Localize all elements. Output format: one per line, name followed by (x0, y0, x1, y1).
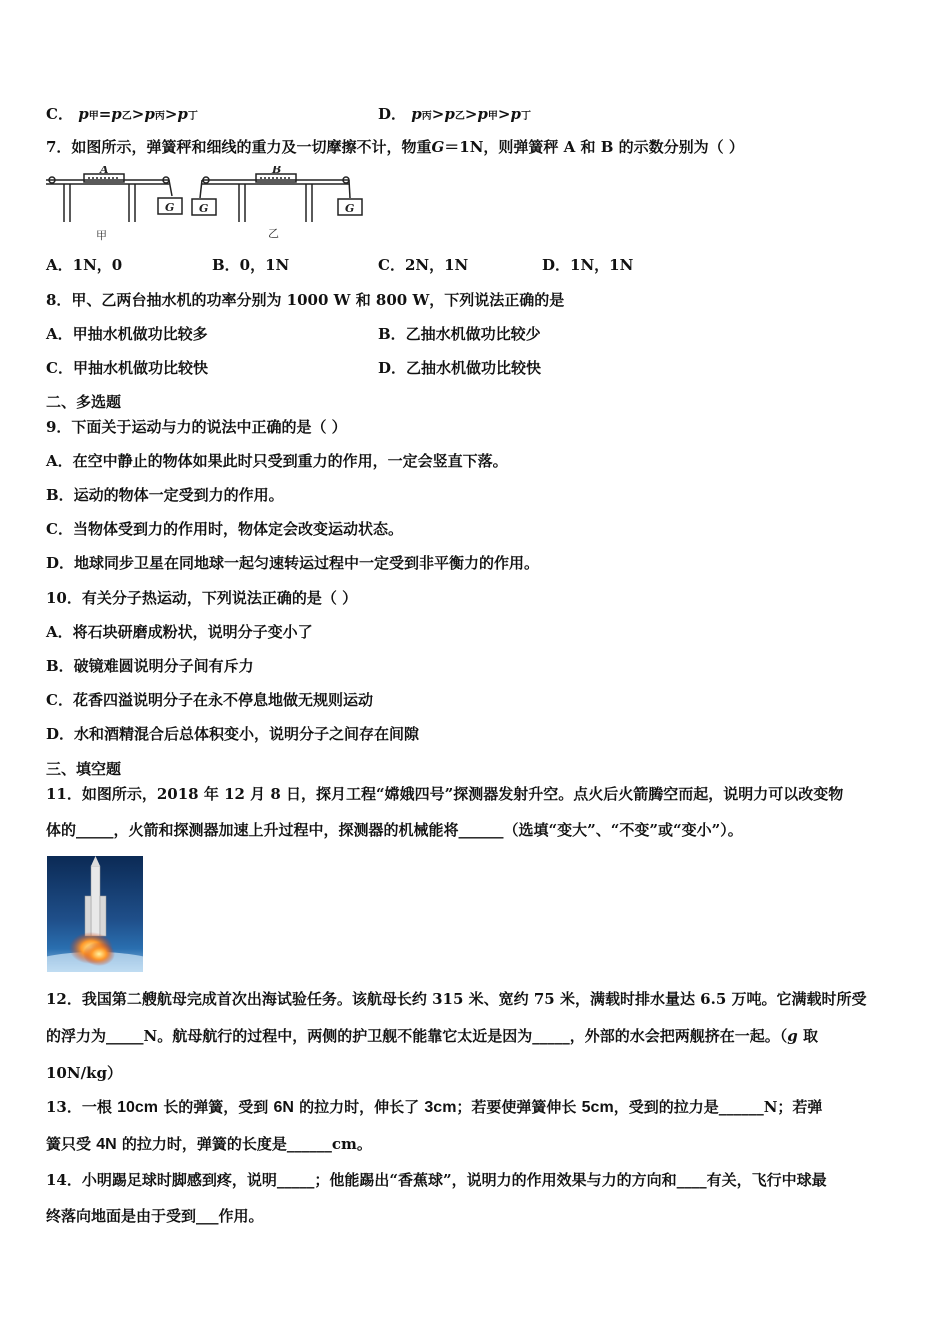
q9-option-b: B．运动的物体一定受到力的作用。 (46, 486, 284, 504)
weight-g-right: G (345, 202, 355, 215)
q10-option-c: C．花香四溢说明分子在永不停息地做无规则运动 (46, 691, 373, 709)
q9-stem: 9．下面关于运动与力的说法中正确的是（ ） (46, 418, 347, 436)
weight-g-left: G (165, 201, 175, 214)
q10-option-b: B．破镜难圆说明分子间有斥力 (46, 657, 254, 675)
q9-option-d: D．地球同步卫星在同地球一起匀速转运过程中一定受到非平衡力的作用。 (46, 554, 540, 572)
left-string (169, 180, 172, 196)
q14-line1: 14．小明踢足球时脚感到疼，说明_____；他能踢出“香蕉球”，说明力的作用效果与力的方向和____有关，飞行中球最 (46, 1171, 827, 1189)
q11-line1: 11．如图所示，2018 年 12 月 8 日，探月工程“嫦娥四号”探测器发射升空。点火后火箭腾空而起，说明力可以改变物 (46, 785, 844, 803)
q14-line2: 终落向地面是由于受到___作用。 (46, 1207, 264, 1225)
q7-option-d: D．1N，1N (542, 256, 634, 274)
right-string-right (349, 180, 350, 198)
q10-option-a: A．将石块研磨成粉状，说明分子变小了 (46, 623, 313, 641)
q11-line2: 体的_____，火箭和探测器加速上升过程中，探测器的机械能将______（选填“变大”、“不变”或“变小”）。 (46, 821, 743, 839)
q10-option-d: D．水和酒精混合后总体积变小，说明分子之间存在间隙 (46, 725, 420, 743)
rocket-launch-image (47, 856, 143, 972)
q9-option-a: A．在空中静止的物体如果此时只受到重力的作用，一定会竖直下落。 (46, 452, 508, 470)
q12-line1: 12．我国第二艘航母完成首次出海试验任务。该航母长约 315 米、宽约 75 米，满载时排水量达 6.5 万吨。它满载时所受 (46, 990, 867, 1008)
q9-option-c: C．当物体受到力的作用时，物体定会改变运动状态。 (46, 520, 403, 538)
q6-option-d: D． p丙>p乙>p甲>p丁 (378, 105, 531, 123)
q8-stem: 8．甲、乙两台抽水机的功率分别为 1000 W 和 800 W，下列说法正确的是 (46, 291, 565, 309)
right-string-left (200, 180, 202, 198)
q10-stem: 10．有关分子热运动，下列说法正确的是（ ） (46, 589, 358, 607)
section-heading-multi: 二、多选题 (46, 393, 122, 411)
q8-option-a: A．甲抽水机做功比较多 (46, 325, 208, 343)
weight-g-mid: G (199, 202, 209, 215)
q13-line1: 13．一根 10cm 长的弹簧，受到 6N 的拉力时，伸长了 3cm；若要使弹簧伸长 5cm，受到的拉力是______N；若弹 (46, 1098, 823, 1116)
caption-left: 甲 (96, 229, 107, 242)
q7-stem: 7．如图所示，弹簧秤和细线的重力及一切摩擦不计，物重G＝1N，则弹簧秤 A 和 B 的示数分别为（ ） (46, 138, 744, 156)
label-b: B (272, 166, 282, 176)
q7-option-a: A．1N，0 (46, 256, 123, 274)
caption-right: 乙 (268, 227, 279, 240)
q8-option-d: D．乙抽水机做功比较快 (378, 359, 542, 377)
q13-line2: 簧只受 4N 的拉力时，弹簧的长度是______cm。 (46, 1135, 372, 1153)
q6-option-c: C． p甲=p乙>p丙>p丁 (46, 105, 198, 123)
q12-line3: 10N/kg） (46, 1064, 122, 1082)
label-a: A (100, 166, 109, 176)
spring-scale-figure (44, 166, 364, 242)
q12-line2: 的浮力为_____N。航母航行的过程中，两侧的护卫舰不能靠它太近是因为_____，外部的水会把两舰挤在一起。（g 取 (46, 1027, 818, 1045)
q7-option-b: B．0，1N (212, 256, 290, 274)
section-heading-fill: 三、填空题 (46, 760, 122, 778)
q8-option-b: B．乙抽水机做功比较少 (378, 325, 541, 343)
q7-option-c: C．2N，1N (378, 256, 469, 274)
q8-option-c: C．甲抽水机做功比较快 (46, 359, 208, 377)
